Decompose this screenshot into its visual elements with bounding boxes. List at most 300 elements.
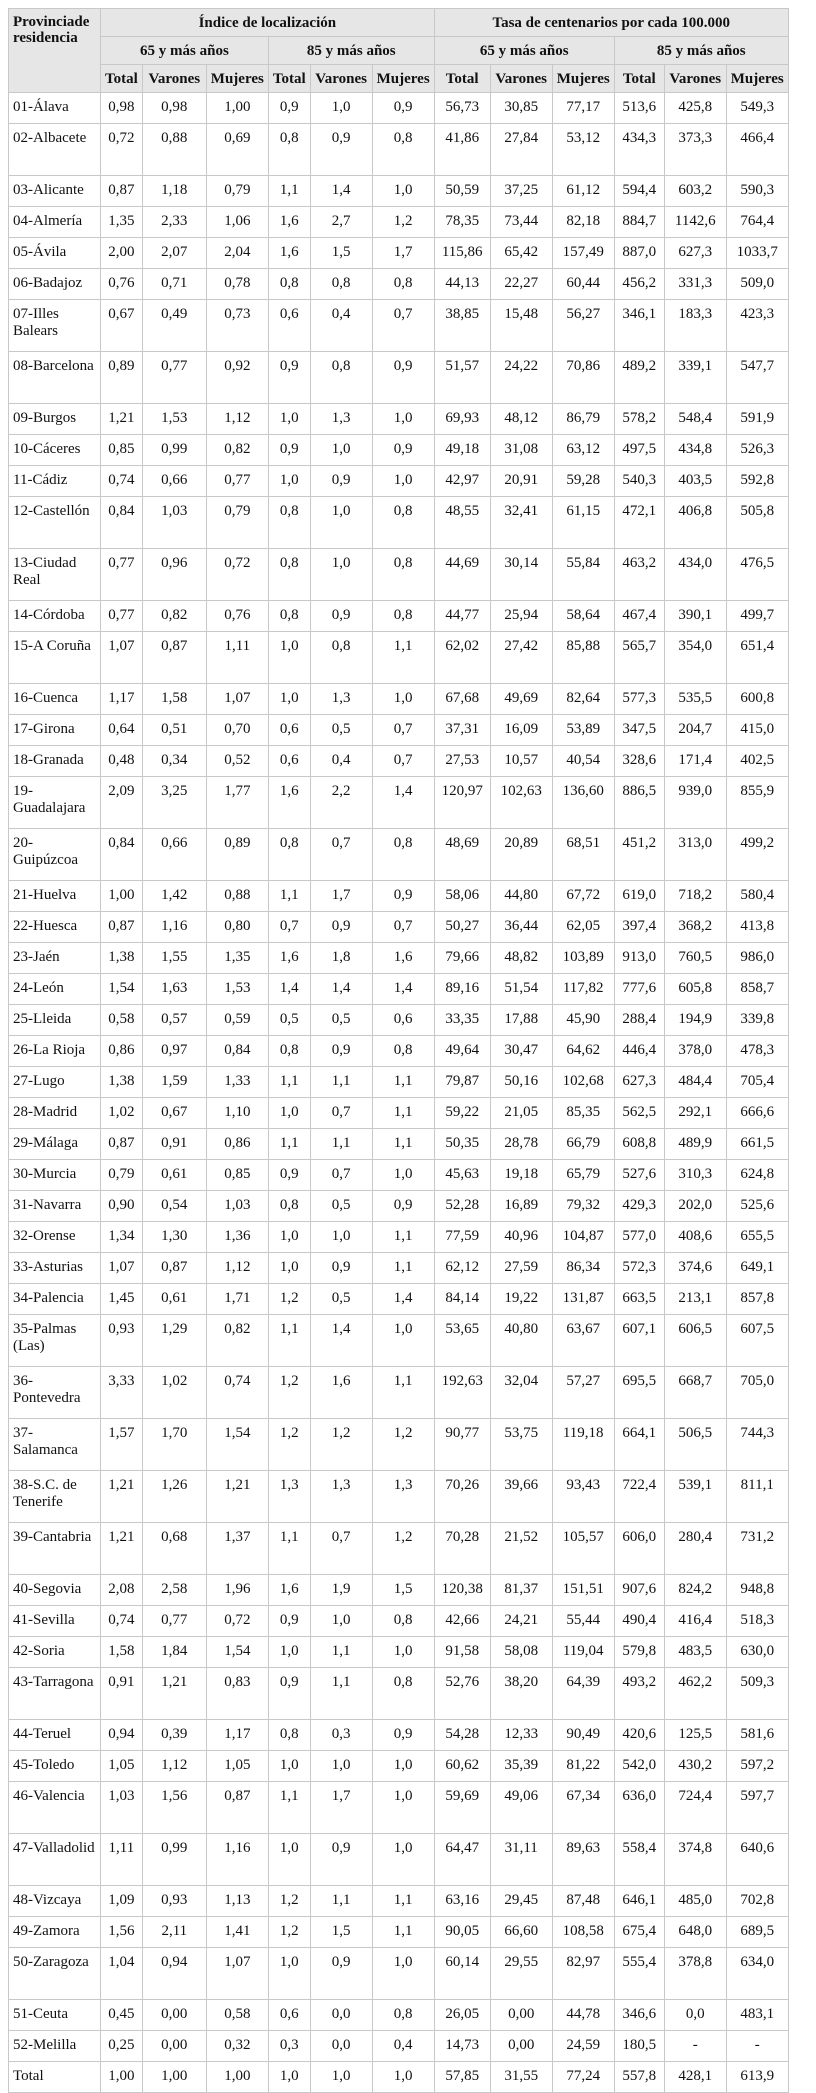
- value-cell: 55,84: [552, 549, 614, 601]
- value-cell: 0,9: [268, 1668, 310, 1720]
- value-cell: 0,82: [206, 435, 268, 466]
- table-row: [9, 1315, 789, 1367]
- value-cell: 518,3: [726, 1606, 788, 1637]
- value-cell: 0,77: [101, 549, 143, 601]
- value-cell: 1,6: [268, 943, 310, 974]
- value-cell: 78,35: [434, 207, 490, 238]
- value-cell: 82,97: [552, 1948, 614, 2000]
- value-cell: 2,11: [142, 1917, 206, 1948]
- value-cell: 1,0: [268, 2062, 310, 2093]
- table-row: [9, 1160, 789, 1191]
- value-cell: 581,6: [726, 1720, 788, 1751]
- value-cell: 16,89: [490, 1191, 552, 1222]
- value-cell: 590,3: [726, 176, 788, 207]
- value-cell: 1,3: [310, 1471, 372, 1523]
- province-cell: 11-Cádiz: [9, 466, 101, 497]
- value-cell: 855,9: [726, 777, 788, 829]
- value-cell: 591,9: [726, 404, 788, 435]
- table-row: [9, 1948, 789, 2000]
- province-cell: 42-Soria: [9, 1637, 101, 1668]
- value-cell: 41,86: [434, 124, 490, 176]
- province-cell: 26-La Rioja: [9, 1036, 101, 1067]
- value-cell: 731,2: [726, 1523, 788, 1575]
- header-men: Varones: [490, 65, 552, 93]
- value-cell: 0,96: [142, 549, 206, 601]
- value-cell: 0,67: [101, 300, 143, 352]
- value-cell: 416,4: [664, 1606, 726, 1637]
- value-cell: 648,0: [664, 1917, 726, 1948]
- value-cell: 31,11: [490, 1834, 552, 1886]
- value-cell: 1,7: [310, 881, 372, 912]
- value-cell: 84,14: [434, 1284, 490, 1315]
- value-cell: 346,1: [614, 300, 664, 352]
- value-cell: 1,4: [310, 1315, 372, 1367]
- province-cell: 31-Navarra: [9, 1191, 101, 1222]
- value-cell: 60,14: [434, 1948, 490, 2000]
- value-cell: 1,33: [206, 1067, 268, 1098]
- value-cell: 0,3: [268, 2031, 310, 2062]
- value-cell: 91,58: [434, 1637, 490, 1668]
- value-cell: 423,3: [726, 300, 788, 352]
- value-cell: 476,5: [726, 549, 788, 601]
- header-index-group: Índice de localización: [101, 9, 435, 37]
- value-cell: 42,97: [434, 466, 490, 497]
- value-cell: 1,0: [268, 1637, 310, 1668]
- value-cell: 627,3: [614, 1067, 664, 1098]
- value-cell: 705,4: [726, 1067, 788, 1098]
- value-cell: 0,7: [310, 1160, 372, 1191]
- value-cell: 497,5: [614, 435, 664, 466]
- value-cell: 0,90: [101, 1191, 143, 1222]
- table-row: [9, 684, 789, 715]
- value-cell: 578,2: [614, 404, 664, 435]
- value-cell: 0,8: [268, 124, 310, 176]
- table-row: [9, 881, 789, 912]
- value-cell: 204,7: [664, 715, 726, 746]
- table-row: [9, 1751, 789, 1782]
- value-cell: 1,71: [206, 1284, 268, 1315]
- value-cell: 79,32: [552, 1191, 614, 1222]
- value-cell: 33,35: [434, 1005, 490, 1036]
- table-row: [9, 238, 789, 269]
- value-cell: 0,00: [490, 2000, 552, 2031]
- value-cell: 619,0: [614, 881, 664, 912]
- value-cell: 0,6: [268, 2000, 310, 2031]
- centenarians-table: [8, 8, 789, 2093]
- value-cell: 1,1: [372, 1129, 434, 1160]
- value-cell: 1,17: [101, 684, 143, 715]
- value-cell: 0,9: [372, 435, 434, 466]
- value-cell: 0,34: [142, 746, 206, 777]
- value-cell: 1,5: [372, 1575, 434, 1606]
- value-cell: 1,55: [142, 943, 206, 974]
- value-cell: 0,9: [310, 1948, 372, 2000]
- value-cell: 58,64: [552, 601, 614, 632]
- value-cell: 0,9: [310, 466, 372, 497]
- value-cell: 1,2: [268, 1367, 310, 1419]
- header-women: Mujeres: [726, 65, 788, 93]
- value-cell: 1,70: [142, 1419, 206, 1471]
- value-cell: 402,5: [726, 746, 788, 777]
- value-cell: 0,8: [268, 269, 310, 300]
- value-cell: 0,8: [268, 549, 310, 601]
- province-cell: 08-Barcelona: [9, 352, 101, 404]
- header-women: Mujeres: [372, 65, 434, 93]
- value-cell: 489,9: [664, 1129, 726, 1160]
- value-cell: 415,0: [726, 715, 788, 746]
- value-cell: 483,5: [664, 1637, 726, 1668]
- value-cell: 24,22: [490, 352, 552, 404]
- value-cell: 374,8: [664, 1834, 726, 1886]
- value-cell: 378,0: [664, 1036, 726, 1067]
- value-cell: 744,3: [726, 1419, 788, 1471]
- table-row: [9, 1917, 789, 1948]
- value-cell: 1,0: [372, 1834, 434, 1886]
- value-cell: 0,57: [142, 1005, 206, 1036]
- value-cell: 373,3: [664, 124, 726, 176]
- value-cell: 0,9: [310, 1834, 372, 1886]
- value-cell: 406,8: [664, 497, 726, 549]
- value-cell: 547,7: [726, 352, 788, 404]
- value-cell: 339,1: [664, 352, 726, 404]
- value-cell: 0,58: [206, 2000, 268, 2031]
- value-cell: 21,05: [490, 1098, 552, 1129]
- value-cell: 0,87: [142, 1253, 206, 1284]
- value-cell: 0,91: [101, 1668, 143, 1720]
- value-cell: 0,4: [310, 746, 372, 777]
- value-cell: 313,0: [664, 829, 726, 881]
- value-cell: 40,54: [552, 746, 614, 777]
- value-cell: 1,07: [206, 1948, 268, 2000]
- value-cell: 0,5: [310, 1284, 372, 1315]
- table-row: [9, 269, 789, 300]
- value-cell: 0,9: [372, 93, 434, 124]
- value-cell: 0,87: [142, 632, 206, 684]
- value-cell: 0,8: [372, 2000, 434, 2031]
- value-cell: 151,51: [552, 1575, 614, 1606]
- value-cell: 105,57: [552, 1523, 614, 1575]
- value-cell: 28,78: [490, 1129, 552, 1160]
- value-cell: 0,87: [206, 1782, 268, 1834]
- value-cell: 288,4: [614, 1005, 664, 1036]
- value-cell: 0,93: [142, 1886, 206, 1917]
- value-cell: 887,0: [614, 238, 664, 269]
- value-cell: 535,5: [664, 684, 726, 715]
- value-cell: 506,5: [664, 1419, 726, 1471]
- value-cell: 120,38: [434, 1575, 490, 1606]
- value-cell: 0,5: [310, 715, 372, 746]
- value-cell: 44,80: [490, 881, 552, 912]
- value-cell: 1,4: [372, 777, 434, 829]
- table-row: [9, 2000, 789, 2031]
- value-cell: -: [726, 2031, 788, 2062]
- value-cell: 49,18: [434, 435, 490, 466]
- value-cell: 499,7: [726, 601, 788, 632]
- value-cell: 0,99: [142, 435, 206, 466]
- value-cell: 67,68: [434, 684, 490, 715]
- value-cell: 51,57: [434, 352, 490, 404]
- province-cell: 24-León: [9, 974, 101, 1005]
- value-cell: 577,3: [614, 684, 664, 715]
- value-cell: 54,28: [434, 1720, 490, 1751]
- value-cell: 104,87: [552, 1222, 614, 1253]
- value-cell: 0,74: [101, 1606, 143, 1637]
- table-row: [9, 1367, 789, 1419]
- value-cell: 1,12: [142, 1751, 206, 1782]
- province-cell: 19-Guadalajara: [9, 777, 101, 829]
- value-cell: 630,0: [726, 1637, 788, 1668]
- province-cell: Total: [9, 2062, 101, 2093]
- province-cell: 13-Ciudad Real: [9, 549, 101, 601]
- province-cell: 18-Granada: [9, 746, 101, 777]
- value-cell: 0,9: [310, 1253, 372, 1284]
- value-cell: 1,54: [206, 1637, 268, 1668]
- value-cell: 0,8: [268, 1036, 310, 1067]
- value-cell: 1,0: [268, 404, 310, 435]
- value-cell: 884,7: [614, 207, 664, 238]
- value-cell: 1,2: [372, 1419, 434, 1471]
- value-cell: 0,9: [310, 912, 372, 943]
- table-row: [9, 1575, 789, 1606]
- value-cell: 27,53: [434, 746, 490, 777]
- value-cell: 1,13: [206, 1886, 268, 1917]
- value-cell: 0,7: [310, 829, 372, 881]
- table-row: [9, 2062, 789, 2093]
- value-cell: 79,87: [434, 1067, 490, 1098]
- value-cell: 0,73: [206, 300, 268, 352]
- table-row: [9, 1253, 789, 1284]
- value-cell: 50,59: [434, 176, 490, 207]
- value-cell: 55,44: [552, 1606, 614, 1637]
- value-cell: 1,0: [310, 93, 372, 124]
- value-cell: 1,42: [142, 881, 206, 912]
- value-cell: 539,1: [664, 1471, 726, 1523]
- value-cell: 1,0: [372, 684, 434, 715]
- value-cell: 1,6: [268, 207, 310, 238]
- value-cell: 1,1: [268, 1315, 310, 1367]
- province-cell: 34-Palencia: [9, 1284, 101, 1315]
- value-cell: 0,9: [372, 881, 434, 912]
- province-cell: 14-Córdoba: [9, 601, 101, 632]
- value-cell: 592,8: [726, 466, 788, 497]
- value-cell: 0,8: [268, 601, 310, 632]
- value-cell: 40,96: [490, 1222, 552, 1253]
- table-row: [9, 1098, 789, 1129]
- value-cell: 1,1: [268, 176, 310, 207]
- value-cell: 446,4: [614, 1036, 664, 1067]
- value-cell: 0,86: [101, 1036, 143, 1067]
- value-cell: 1,0: [372, 1315, 434, 1367]
- value-cell: 60,62: [434, 1751, 490, 1782]
- province-cell: 44-Teruel: [9, 1720, 101, 1751]
- table-row: [9, 912, 789, 943]
- table-row: [9, 1419, 789, 1471]
- value-cell: 73,44: [490, 207, 552, 238]
- table-row: [9, 943, 789, 974]
- value-cell: 1,3: [310, 684, 372, 715]
- value-cell: 1,18: [142, 176, 206, 207]
- table-row: [9, 300, 789, 352]
- value-cell: 0,69: [206, 124, 268, 176]
- value-cell: 0,00: [142, 2000, 206, 2031]
- value-cell: 25,94: [490, 601, 552, 632]
- value-cell: 0,92: [206, 352, 268, 404]
- value-cell: 1,54: [206, 1419, 268, 1471]
- value-cell: 89,63: [552, 1834, 614, 1886]
- value-cell: 1,53: [142, 404, 206, 435]
- value-cell: 119,04: [552, 1637, 614, 1668]
- value-cell: 597,7: [726, 1782, 788, 1834]
- value-cell: 1,1: [372, 1098, 434, 1129]
- header-men: Varones: [142, 65, 206, 93]
- value-cell: 1,1: [268, 1523, 310, 1575]
- value-cell: 378,8: [664, 1948, 726, 2000]
- value-cell: 1,0: [372, 1160, 434, 1191]
- value-cell: 1,1: [268, 881, 310, 912]
- value-cell: 0,9: [268, 93, 310, 124]
- value-cell: 1,1: [372, 1917, 434, 1948]
- value-cell: 705,0: [726, 1367, 788, 1419]
- value-cell: 44,77: [434, 601, 490, 632]
- value-cell: 467,4: [614, 601, 664, 632]
- value-cell: 580,4: [726, 881, 788, 912]
- value-cell: 27,59: [490, 1253, 552, 1284]
- header-rate-group: Tasa de centenarios por cada 100.000: [434, 9, 788, 37]
- value-cell: 505,8: [726, 497, 788, 549]
- value-cell: 2,00: [101, 238, 143, 269]
- value-cell: 45,63: [434, 1160, 490, 1191]
- value-cell: 49,06: [490, 1782, 552, 1834]
- province-cell: 47-Valladolid: [9, 1834, 101, 1886]
- value-cell: 1,1: [310, 1886, 372, 1917]
- value-cell: 493,2: [614, 1668, 664, 1720]
- value-cell: 180,5: [614, 2031, 664, 2062]
- value-cell: 0,9: [268, 1606, 310, 1637]
- value-cell: 0,0: [664, 2000, 726, 2031]
- value-cell: 331,3: [664, 269, 726, 300]
- value-cell: 428,1: [664, 2062, 726, 2093]
- value-cell: 2,09: [101, 777, 143, 829]
- value-cell: 36,44: [490, 912, 552, 943]
- value-cell: -: [664, 2031, 726, 2062]
- value-cell: 1,0: [268, 466, 310, 497]
- value-cell: 1,4: [268, 974, 310, 1005]
- value-cell: 0,85: [101, 435, 143, 466]
- province-cell: 15-A Coruña: [9, 632, 101, 684]
- value-cell: 1,37: [206, 1523, 268, 1575]
- value-cell: 886,5: [614, 777, 664, 829]
- value-cell: 1,03: [142, 497, 206, 549]
- value-cell: 1,3: [310, 404, 372, 435]
- value-cell: 1,0: [372, 2062, 434, 2093]
- value-cell: 61,15: [552, 497, 614, 549]
- value-cell: 0,67: [142, 1098, 206, 1129]
- value-cell: 722,4: [614, 1471, 664, 1523]
- value-cell: 60,44: [552, 269, 614, 300]
- province-cell: 45-Toledo: [9, 1751, 101, 1782]
- value-cell: 1,4: [372, 1284, 434, 1315]
- value-cell: 1,77: [206, 777, 268, 829]
- value-cell: 0,77: [101, 601, 143, 632]
- value-cell: 0,00: [490, 2031, 552, 2062]
- value-cell: 32,04: [490, 1367, 552, 1419]
- value-cell: 0,8: [372, 497, 434, 549]
- province-cell: 50-Zaragoza: [9, 1948, 101, 2000]
- value-cell: 48,82: [490, 943, 552, 974]
- value-cell: 0,8: [310, 352, 372, 404]
- value-cell: 0,6: [268, 300, 310, 352]
- value-cell: 0,4: [372, 2031, 434, 2062]
- value-cell: 0,94: [101, 1720, 143, 1751]
- province-cell: 52-Melilla: [9, 2031, 101, 2062]
- value-cell: 56,73: [434, 93, 490, 124]
- province-cell: 05-Ávila: [9, 238, 101, 269]
- value-cell: 655,5: [726, 1222, 788, 1253]
- value-cell: 70,28: [434, 1523, 490, 1575]
- value-cell: 292,1: [664, 1098, 726, 1129]
- value-cell: 0,8: [310, 632, 372, 684]
- value-cell: 69,93: [434, 404, 490, 435]
- value-cell: 1,11: [206, 632, 268, 684]
- header-total: Total: [268, 65, 310, 93]
- table-row: [9, 1523, 789, 1575]
- value-cell: 634,0: [726, 1948, 788, 2000]
- value-cell: 48,55: [434, 497, 490, 549]
- value-cell: 0,5: [268, 1005, 310, 1036]
- table-row: [9, 974, 789, 1005]
- value-cell: 540,3: [614, 466, 664, 497]
- value-cell: 1142,6: [664, 207, 726, 238]
- value-cell: 0,70: [206, 715, 268, 746]
- value-cell: 202,0: [664, 1191, 726, 1222]
- value-cell: 666,6: [726, 1098, 788, 1129]
- value-cell: 31,55: [490, 2062, 552, 2093]
- value-cell: 0,83: [206, 1668, 268, 1720]
- value-cell: 1,0: [310, 1222, 372, 1253]
- value-cell: 0,8: [372, 1606, 434, 1637]
- value-cell: 1,59: [142, 1067, 206, 1098]
- value-cell: 0,82: [206, 1315, 268, 1367]
- province-cell: 07-Illes Balears: [9, 300, 101, 352]
- value-cell: 86,34: [552, 1253, 614, 1284]
- value-cell: 50,16: [490, 1067, 552, 1098]
- value-cell: 1,35: [206, 943, 268, 974]
- value-cell: 52,28: [434, 1191, 490, 1222]
- value-cell: 0,87: [101, 912, 143, 943]
- value-cell: 466,4: [726, 124, 788, 176]
- value-cell: 1,00: [206, 93, 268, 124]
- value-cell: 764,4: [726, 207, 788, 238]
- value-cell: 63,67: [552, 1315, 614, 1367]
- header-index-65: 65 y más años: [101, 37, 269, 65]
- value-cell: 0,68: [142, 1523, 206, 1575]
- value-cell: 1,02: [142, 1367, 206, 1419]
- value-cell: 1,4: [310, 176, 372, 207]
- value-cell: 346,6: [614, 2000, 664, 2031]
- value-cell: 93,43: [552, 1471, 614, 1523]
- value-cell: 913,0: [614, 943, 664, 974]
- value-cell: 1,0: [310, 435, 372, 466]
- value-cell: 3,33: [101, 1367, 143, 1419]
- value-cell: 0,76: [101, 269, 143, 300]
- value-cell: 1,0: [268, 1834, 310, 1886]
- value-cell: 102,68: [552, 1067, 614, 1098]
- value-cell: 2,2: [310, 777, 372, 829]
- table-row: [9, 632, 789, 684]
- value-cell: 0,39: [142, 1720, 206, 1751]
- value-cell: 663,5: [614, 1284, 664, 1315]
- value-cell: 17,88: [490, 1005, 552, 1036]
